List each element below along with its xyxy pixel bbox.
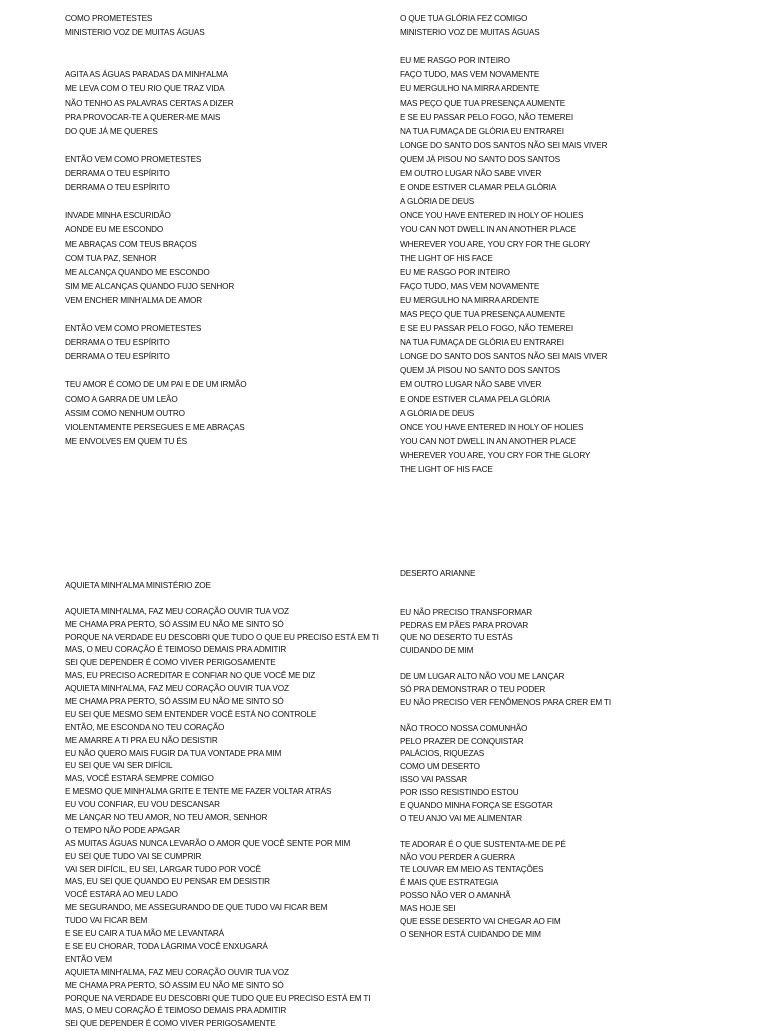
- blank-line: [65, 54, 246, 68]
- blank-line: [400, 581, 611, 594]
- lyric-line: A GLÓRIA DE DEUS: [400, 408, 475, 418]
- lyric-line: DERRAMA O TEU ESPÍRITO: [65, 169, 170, 179]
- lyric-line: DERRAMA O TEU ESPÍRITO: [65, 352, 170, 362]
- lyric-line: COMO UM DESERTO: [400, 762, 480, 772]
- lyric-line: E MESMO QUE MINH'ALMA GRITE E TENTE ME FAZER VOLTAR ATRÁS: [65, 787, 332, 797]
- lyric-line: EU NÃO PRECISO TRANSFORMAR: [400, 607, 532, 617]
- lyric-line: ME CHAMA PRA PERTO, SÓ ASSIM EU NÃO ME SINTO SÓ: [65, 697, 284, 707]
- lyric-line: AQUIETA MINH'ALMA, FAZ MEU CORAÇÃO OUVIR TUA VOZ: [65, 606, 289, 616]
- lyric-line: E ONDE ESTIVER CLAMA PELA GLÓRIA: [400, 394, 550, 404]
- lyric-line: PALÁCIOS, RIQUEZAS: [400, 749, 485, 759]
- lyric-line: AS MUITAS ÁGUAS NUNCA LEVARÃO O AMOR QUE VOCÊ SENTE POR MIM: [65, 838, 351, 848]
- lyric-line: ENTÃO VEM: [65, 954, 112, 964]
- lyric-line: SEI QUE DEPENDER É COMO VIVER PERIGOSAMENTE: [65, 658, 276, 668]
- lyric-line: TEU AMOR É COMO DE UM PAI E DE UM IRMÃO: [65, 380, 247, 390]
- lyric-line: THE LIGHT OF HIS FACE: [400, 253, 493, 263]
- lyric-line: MAS PEÇO QUE TUA PRESENÇA AUMENTE: [400, 309, 566, 319]
- lyric-line: E ONDE ESTIVER CLAMAR PELA GLÓRIA: [400, 183, 557, 193]
- lyric-line: ME SEGURANDO, ME ASSEGURANDO DE QUE TUDO VAI FICAR BEM: [65, 903, 328, 913]
- song-title: AQUIETA MINH'ALMA MINISTÉRIO ZOE: [65, 581, 211, 590]
- blank-line: [65, 40, 246, 54]
- blank-line: [400, 710, 611, 723]
- lyric-line: ENTÃO VEM COMO PROMETESTES: [65, 324, 202, 334]
- lyric-line: E SE EU PASSAR PELO FOGO, NÃO TEMEREI: [400, 324, 573, 334]
- lyric-line: NÃO VOU PERDER A GUERRA: [400, 852, 515, 862]
- lyric-line: COMO A GARRA DE UM LEÃO: [65, 394, 178, 404]
- lyric-line: ENTÃO VEM COMO PROMETESTES: [65, 154, 202, 164]
- lyric-line: O SENHOR ESTÁ CUIDANDO DE MIM: [400, 929, 541, 939]
- lyric-line: COM TUA PAZ, SENHOR: [65, 253, 157, 263]
- lyric-line: ME LEVA COM O TEU RIO QUE TRAZ VIDA: [65, 84, 225, 94]
- lyric-line: EU SEI QUE VAI SER DIFÍCIL: [65, 761, 173, 771]
- blank-line: [65, 139, 246, 153]
- lyric-line: FAÇO TUDO, MAS VEM NOVAMENTE: [400, 281, 540, 291]
- lyric-line: NA TUA FUMAÇA DE GLÓRIA EU ENTRAREI: [400, 338, 564, 348]
- lyric-line: ME ENVOLVES EM QUEM TU ÉS: [65, 436, 187, 446]
- song-title: DESERTO ARIANNE: [400, 569, 476, 578]
- lyric-line: ONCE YOU HAVE ENTERED IN HOLY OF HOLIES: [400, 422, 584, 432]
- blank-line: [65, 593, 379, 606]
- lyric-line: MAS, O MEU CORAÇÃO É TEIMOSO DEMAIS PRA ADMITIR: [65, 1006, 287, 1016]
- lyric-line: MAS, EU SEI QUE QUANDO EU PENSAR EM DESISTIR: [65, 877, 270, 887]
- lyric-line: YOU CAN NOT DWELL IN AN ANOTHER PLACE: [400, 225, 576, 235]
- lyric-line: PORQUE NA VERDADE EU DESCOBRI QUE TUDO O QUE EU PRECISO ESTÁ EM TI: [65, 632, 379, 642]
- lyric-line: THE LIGHT OF HIS FACE: [400, 465, 493, 474]
- lyric-line: AQUIETA MINH'ALMA, FAZ MEU CORAÇÃO OUVIR TUA VOZ: [65, 967, 289, 977]
- lyric-line: A GLÓRIA DE DEUS: [400, 197, 475, 207]
- lyric-line: LONGE DO SANTO DOS SANTOS NÃO SEI MAIS VIVER: [400, 140, 608, 150]
- lyric-line: ME LANÇAR NO TEU AMOR, NO TEU AMOR, SENHOR: [65, 813, 268, 823]
- lyric-line: O TEU ANJO VAI ME ALIMENTAR: [400, 813, 522, 823]
- lyric-line: VIOLENTAMENTE PERSEGUES E ME ABRAÇAS: [65, 422, 245, 432]
- lyric-line: ME ABRAÇAS COM TEUS BRAÇOS: [65, 239, 197, 249]
- lyric-line: TE ADORAR É O QUE SUSTENTA-ME DE PÉ: [400, 839, 566, 849]
- song-title: O QUE TUA GLÓRIA FEZ COMIGO: [400, 14, 528, 23]
- lyric-line: DERRAMA O TEU ESPÍRITO: [65, 183, 170, 193]
- lyric-line: EU VOU CONFIAR, EU VOU DESCANSAR: [65, 800, 220, 810]
- lyric-line: DO QUE JÁ ME QUERES: [65, 126, 158, 136]
- lyric-line: NA TUA FUMAÇA DE GLÓRIA EU ENTRAREI: [400, 126, 564, 136]
- blank-line: [400, 826, 611, 839]
- lyric-line: WHEREVER YOU ARE, YOU CRY FOR THE GLORY: [400, 450, 591, 460]
- lyric-line: MAS, EU PRECISO ACREDITAR E CONFIAR NO QUE VOCÊ ME DIZ: [65, 671, 316, 681]
- lyric-line: EU ME RASGO POR INTEIRO: [400, 56, 510, 66]
- lyric-line: POR ISSO RESISTINDO ESTOU: [400, 788, 519, 798]
- lyric-line: NÃO TROCO NOSSA COMUNHÃO: [400, 723, 528, 733]
- lyric-line: AQUIETA MINH'ALMA, FAZ MEU CORAÇÃO OUVIR TUA VOZ: [65, 684, 289, 694]
- lyric-line: LONGE DO SANTO DOS SANTOS NÃO SEI MAIS VIVER: [400, 352, 608, 362]
- lyric-line: ME AMARRE A TI PRA EU NÃO DESISTIR: [65, 735, 218, 745]
- lyric-line: EU NÃO QUERO MAIS FUGIR DA TUA VONTADE PRA MIM: [65, 748, 282, 758]
- lyric-line: EU SEI QUE MESMO SEM ENTENDER VOCÊ ESTÁ NO CONTROLE: [65, 709, 317, 719]
- song-aquieta-minhalma: [65, 580, 379, 1031]
- lyric-line: FAÇO TUDO, MAS VEM NOVAMENTE: [400, 70, 540, 80]
- lyric-line: E SE EU PASSAR PELO FOGO, NÃO TEMEREI: [400, 112, 573, 122]
- lyric-line: ONCE YOU HAVE ENTERED IN HOLY OF HOLIES: [400, 211, 584, 221]
- song-title: COMO PROMETESTES: [65, 14, 153, 23]
- lyric-line: PRA PROVOCAR-TE A QUERER-ME MAIS: [65, 112, 221, 122]
- lyric-line: MAS HOJE SEI: [400, 904, 456, 914]
- lyric-line: MINISTERIO VOZ DE MUITAS ÁGUAS: [400, 28, 540, 38]
- lyric-line: EU SEI QUE TUDO VAI SE CUMPRIR: [65, 851, 202, 861]
- lyric-line: MAS, VOCÊ ESTARÁ SEMPRE COMIGO: [65, 774, 214, 784]
- lyric-line: EM OUTRO LUGAR NÃO SABE VIVER: [400, 169, 542, 179]
- lyric-line: VAI SER DIFÍCIL, EU SEI, LARGAR TUDO POR VOCÊ: [65, 864, 261, 874]
- lyric-line: EU MERGULHO NA MIRRA ARDENTE: [400, 84, 540, 94]
- song-como-prometestes: [65, 12, 246, 449]
- blank-line: [400, 40, 607, 54]
- lyric-line: EM OUTRO LUGAR NÃO SABE VIVER: [400, 380, 542, 390]
- lyric-line: MAS PEÇO QUE TUA PRESENÇA AUMENTE: [400, 98, 566, 108]
- lyric-line: YOU CAN NOT DWELL IN AN ANOTHER PLACE: [400, 436, 576, 446]
- lyric-line: ISSO VAI PASSAR: [400, 775, 468, 785]
- blank-line: [65, 195, 246, 209]
- lyric-line: AGITA AS ÁGUAS PARADAS DA MINH'ALMA: [65, 70, 228, 80]
- lyric-line: AONDE EU ME ESCONDO: [65, 225, 164, 235]
- lyric-line: E QUANDO MINHA FORÇA SE ESGOTAR: [400, 801, 553, 811]
- lyric-line: EU ME RASGO POR INTEIRO: [400, 267, 510, 277]
- lyric-line: VOCÊ ESTARÁ AO MEU LADO: [65, 890, 178, 900]
- lyric-line: É MAIS QUE ESTRATEGIA: [400, 878, 499, 888]
- lyric-line: ASSIM COMO NENHUM OUTRO: [65, 408, 185, 418]
- lyric-line: POSSO NÃO VER O AMANHÃ: [400, 891, 511, 901]
- lyric-line: QUEM JÁ PISOU NO SANTO DOS SANTOS: [400, 154, 560, 164]
- lyric-line: MINISTERIO VOZ DE MUITAS ÁGUAS: [65, 28, 205, 38]
- lyric-line: DERRAMA O TEU ESPÍRITO: [65, 338, 170, 348]
- lyric-line: ENTÃO, ME ESCONDA NO TEU CORAÇÃO: [65, 722, 225, 732]
- lyric-line: INVADE MINHA ESCURIDÃO: [65, 211, 171, 221]
- lyric-line: PEDRAS EM PÃES PARA PROVAR: [400, 620, 529, 630]
- lyric-line: PORQUE NA VERDADE EU DESCOBRI QUE TUDO QUE EU PRECISO ESTÁ EM TI: [65, 993, 371, 1003]
- song-deserto: [400, 568, 611, 942]
- lyric-line: ME CHAMA PRA PERTO, SÓ ASSIM EU NÃO ME SINTO SÓ: [65, 619, 284, 629]
- lyric-line: E SE EU CHORAR, TODA LÁGRIMA VOCÊ ENXUGARÁ: [65, 941, 268, 951]
- lyric-line: SÓ PRA DEMONSTRAR O TEU PODER: [400, 685, 546, 695]
- lyric-line: SEI QUE DEPENDER É COMO VIVER PERIGOSAMENTE: [65, 1019, 276, 1029]
- lyric-line: TUDO VAI FICAR BEM: [65, 916, 148, 926]
- lyric-line: QUE NO DESERTO TU ESTÁS: [400, 633, 513, 643]
- lyric-line: ME ALCANÇA QUANDO ME ESCONDO: [65, 267, 210, 277]
- lyric-line: TE LOUVAR EM MEIO AS TENTAÇÕES: [400, 865, 544, 875]
- lyric-line: WHEREVER YOU ARE, YOU CRY FOR THE GLORY: [400, 239, 591, 249]
- lyric-line: VEM ENCHER MINH'ALMA DE AMOR: [65, 295, 203, 305]
- lyric-line: SIM ME ALCANÇAS QUANDO FUJO SENHOR: [65, 281, 235, 291]
- blank-line: [65, 364, 246, 378]
- lyric-line: ME CHAMA PRA PERTO, SÓ ASSIM EU NÃO ME SINTO SÓ: [65, 980, 284, 990]
- lyric-line: EU NÃO PRECISO VER FENÔMENOS PARA CRER EM TI: [400, 697, 612, 707]
- blank-line: [65, 308, 246, 322]
- lyric-line: CUIDANDO DE MIM: [400, 646, 474, 656]
- blank-line: [400, 658, 611, 671]
- lyric-line: O TEMPO NÃO PODE APAGAR: [65, 825, 180, 835]
- lyric-line: NÃO TENHO AS PALAVRAS CERTAS A DIZER: [65, 98, 234, 108]
- lyric-line: PELO PRAZER DE CONQUISTAR: [400, 736, 524, 746]
- lyric-line: EU MERGULHO NA MIRRA ARDENTE: [400, 295, 540, 305]
- lyric-line: MAS, O MEU CORAÇÃO É TEIMOSO DEMAIS PRA ADMITIR: [65, 645, 287, 655]
- lyric-line: QUE ESSE DESERTO VAI CHEGAR AO FIM: [400, 917, 561, 927]
- lyric-line: DE UM LUGAR ALTO NÃO VOU ME LANÇAR: [400, 672, 565, 682]
- lyric-line: E SE EU CAIR A TUA MÃO ME LEVANTARÁ: [65, 929, 224, 939]
- song-o-que-tua-gloria-fez-comigo: [400, 12, 607, 477]
- lyric-line: QUEM JÁ PISOU NO SANTO DOS SANTOS: [400, 366, 560, 376]
- blank-line: [400, 594, 611, 607]
